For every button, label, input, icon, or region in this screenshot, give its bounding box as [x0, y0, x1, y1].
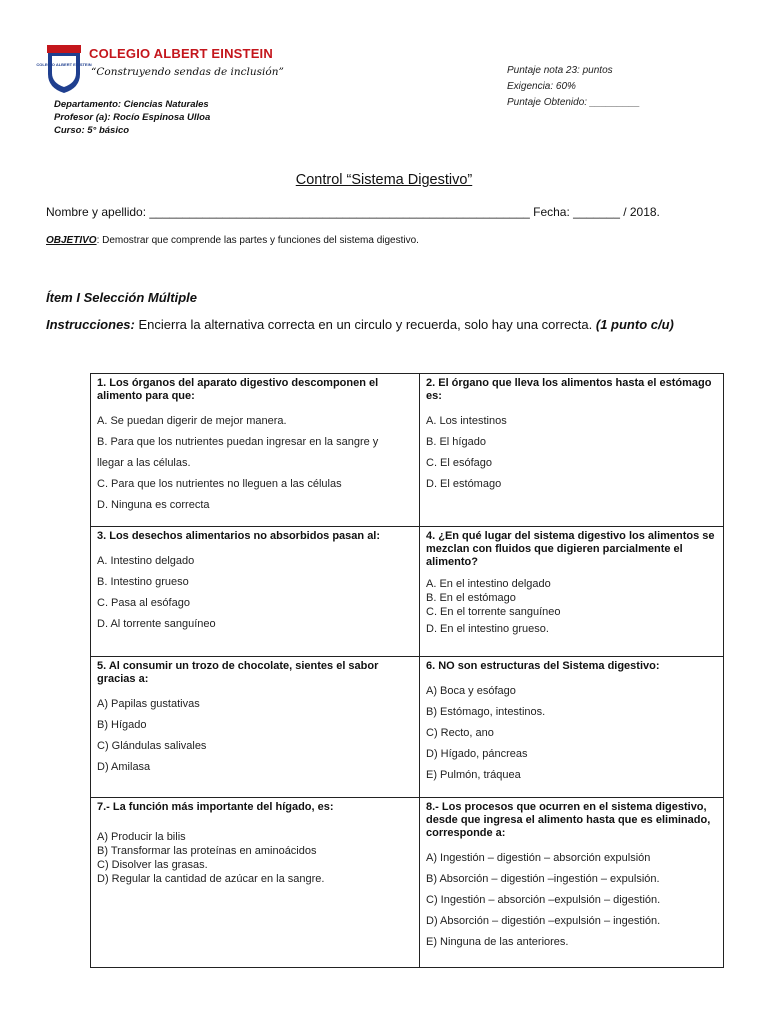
- option[interactable]: D. En el intestino grueso.: [426, 623, 549, 635]
- option[interactable]: B) Transformar las proteínas en aminoácidos: [97, 845, 317, 857]
- option[interactable]: A) Producir la bilis: [97, 831, 186, 843]
- option[interactable]: D. El estómago: [426, 478, 502, 490]
- option[interactable]: D) Absorción – digestión –expulsión – ingestión.: [426, 915, 661, 927]
- option[interactable]: C. Para que los nutrientes no lleguen a las células: [97, 478, 342, 490]
- question-text: 7.- La función más importante del hígado, es:: [97, 801, 334, 813]
- department: Departamento: Ciencias Naturales: [54, 99, 209, 110]
- option[interactable]: E) Pulmón, tráquea: [426, 769, 521, 781]
- option[interactable]: A. Los intestinos: [426, 415, 507, 427]
- option[interactable]: C) Ingestión – absorción –expulsión – digestión.: [426, 894, 661, 906]
- objective-label: OBJETIVO: [46, 235, 97, 246]
- option[interactable]: A) Papilas gustativas: [97, 698, 200, 710]
- course: Curso: 5° básico: [54, 125, 130, 136]
- option[interactable]: A. Intestino delgado: [97, 555, 195, 567]
- option[interactable]: C) Glándulas salivales: [97, 740, 207, 752]
- question-2: [420, 374, 724, 527]
- school-crest-logo: [36, 44, 92, 94]
- page-title: Control “Sistema Digestivo”: [295, 172, 473, 188]
- option[interactable]: A) Boca y esófago: [426, 685, 516, 697]
- option[interactable]: C) Disolver las grasas.: [97, 859, 208, 871]
- option[interactable]: B. Para que los nutrientes puedan ingresar en la sangre y: [97, 436, 379, 448]
- questions-table: [90, 373, 724, 968]
- option[interactable]: D. Ninguna es correcta: [97, 499, 210, 511]
- option[interactable]: D) Regular la cantidad de azúcar en la sangre.: [97, 873, 325, 885]
- instructions: [46, 317, 674, 332]
- option[interactable]: A. Se puedan digerir de mejor manera.: [97, 415, 287, 427]
- table-row: [91, 657, 724, 798]
- question-text: 5. Al consumir un trozo de chocolate, sientes el sabor gracias a:: [97, 660, 379, 685]
- option[interactable]: B) Absorción – digestión –ingestión – expulsión.: [426, 873, 660, 885]
- table-row: [91, 527, 724, 657]
- option[interactable]: C. Pasa al esófago: [97, 597, 190, 609]
- option[interactable]: B. En el estómago: [426, 592, 516, 604]
- obtained-score: Puntaje Obtenido: _________: [507, 97, 640, 108]
- table-row: [91, 374, 724, 527]
- question-text: 1. Los órganos del aparato digestivo descomponen el alimento para que:: [97, 377, 379, 402]
- question-text: 6. NO son estructuras del Sistema digestivo:: [426, 660, 660, 672]
- option[interactable]: B. Intestino grueso: [97, 576, 189, 588]
- question-5: [91, 657, 420, 798]
- question-text: 4. ¿En qué lugar del sistema digestivo los alimentos se mezclan con fluidos que digieren parcialmente el alimento?: [426, 530, 715, 568]
- instructions-text: Encierra la alternativa correcta en un circulo y recuerda, solo hay una correcta.: [134, 317, 596, 332]
- name-date-line: Nombre y apellido: _________________________________________________________ Fecha: _______ / 2018.: [46, 205, 660, 219]
- option[interactable]: B. El hígado: [426, 436, 486, 448]
- instructions-label: Instrucciones:: [46, 317, 135, 332]
- crest-text: COLEGIO ALBERT EINSTEIN: [36, 62, 92, 67]
- school-motto: “Construyendo sendas de inclusión”: [91, 66, 284, 78]
- score-line: Puntaje nota 23: puntos: [507, 65, 613, 76]
- option[interactable]: C) Recto, ano: [426, 727, 494, 739]
- teacher: Profesor (a): Rocío Espinosa Ulloa: [54, 112, 211, 123]
- option[interactable]: D) Hígado, páncreas: [426, 748, 528, 760]
- option[interactable]: C. El esófago: [426, 457, 493, 469]
- question-text: 2. El órgano que lleva los alimentos hasta el estómago es:: [426, 377, 712, 402]
- item-title: Ítem I Selección Múltiple: [46, 290, 197, 305]
- option[interactable]: A) Ingestión – digestión – absorción expulsión: [426, 852, 651, 864]
- option[interactable]: D) Amilasa: [97, 761, 151, 773]
- option[interactable]: D. Al torrente sanguíneo: [97, 618, 216, 630]
- option[interactable]: B) Estómago, intestinos.: [426, 706, 546, 718]
- question-text: 8.- Los procesos que ocurren en el sistema digestivo, desde que ingresa el alimento hasta que es eliminado, corresponde a:: [426, 801, 711, 839]
- option[interactable]: llegar a las células.: [97, 457, 191, 469]
- points-note: (1 punto c/u): [595, 317, 674, 332]
- question-8: [420, 798, 724, 968]
- school-name: COLEGIO ALBERT EINSTEIN: [89, 46, 273, 61]
- requirement: Exigencia: 60%: [507, 81, 576, 92]
- question-3: [91, 527, 420, 657]
- table-row: [91, 798, 724, 968]
- objective-text: : Demostrar que comprende las partes y funciones del sistema digestivo.: [96, 235, 419, 246]
- question-text: 3. Los desechos alimentarios no absorbidos pasan al:: [97, 530, 381, 542]
- question-4: [420, 527, 724, 657]
- question-6: [420, 657, 724, 798]
- question-1: [91, 374, 420, 527]
- option[interactable]: E) Ninguna de las anteriores.: [426, 936, 569, 948]
- option[interactable]: C. En el torrente sanguíneo: [426, 606, 561, 618]
- option[interactable]: A. En el intestino delgado: [426, 578, 551, 590]
- question-7: [91, 798, 420, 968]
- option[interactable]: B) Hígado: [97, 719, 147, 731]
- objective: [46, 235, 419, 246]
